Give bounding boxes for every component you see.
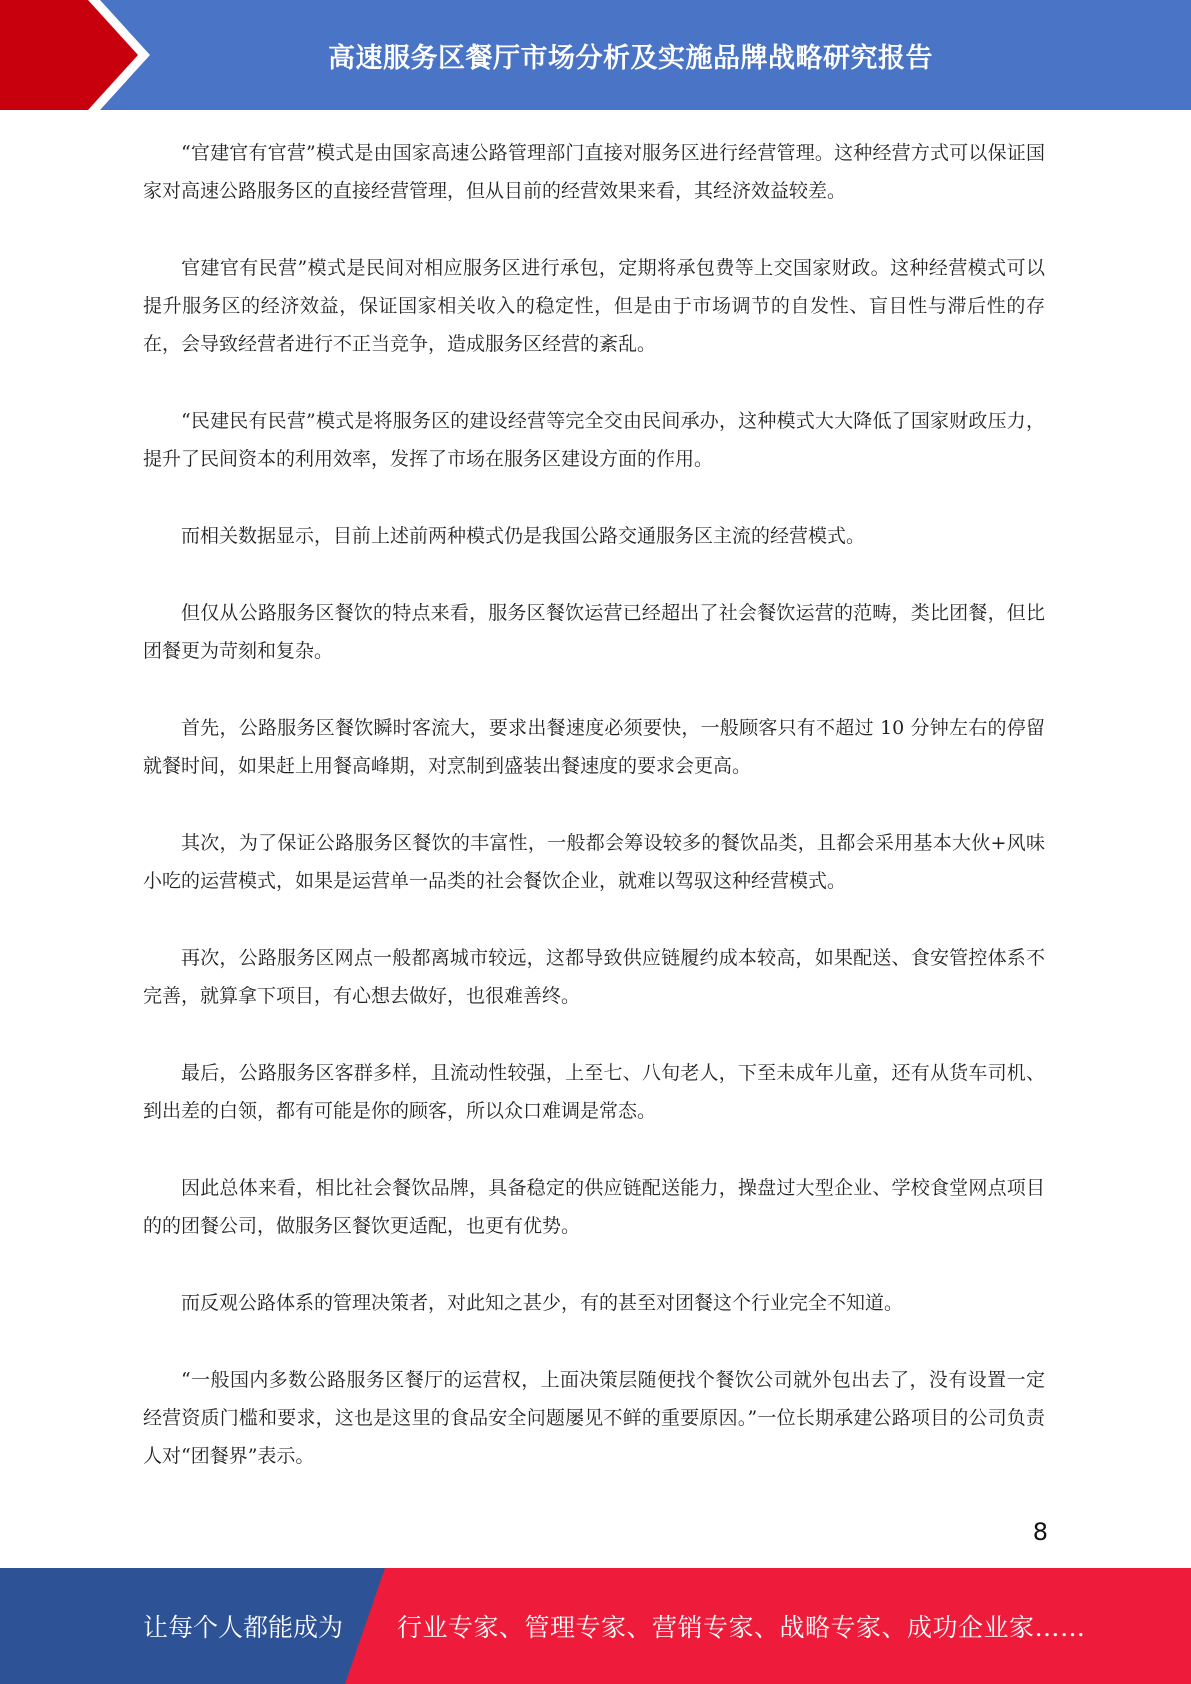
paragraph-official-operated: “官建官有官营”模式是由国家高速公路管理部门直接对服务区进行经营管理。这种经营方式可以保证国家对高速公路服务区的直接经营管理，但从目前的经营效果来看，其经济效益较差。	[143, 142, 1045, 202]
paragraph-first: 首先，公路服务区餐饮瞬时客流大，要求出餐速度必须要快，一般顾客只有不超过 10 分钟左右的停留就餐时间，如果赶上用餐高峰期，对烹制到盛装出餐速度的要求会更高。	[143, 717, 1045, 777]
paragraph-quote: “一般国内多数公路服务区餐厅的运营权，上面决策层随便找个餐饮公司就外包出去了，没有设置一定经营资质门槛和要求，这也是这里的食品安全问题屡见不鲜的重要原因。”一位长期承建公路项目的公司负责人对“团餐界”表示。	[143, 1369, 1045, 1467]
page-header	[0, 0, 1191, 110]
paragraph-private-operated: 官建官有民营”模式是民间对相应服务区进行承包，定期将承包费等上交国家财政。这种经营模式可以提升服务区的经济效益，保证国家相关收入的稳定性，但是由于市场调节的自发性、盲目性与滞后性的存在，会导致经营者进行不正当竞争，造成服务区经营的紊乱。	[143, 257, 1045, 355]
paragraph-mainstream-modes: 而相关数据显示，目前上述前两种模式仍是我国公路交通服务区主流的经营模式。	[181, 525, 866, 547]
page-number: 8	[1032, 1518, 1048, 1546]
paragraph-second: 其次，为了保证公路服务区餐饮的丰富性，一般都会筹设较多的餐饮品类，且都会采用基本大伙+风味小吃的运营模式，如果是运营单一品类的社会餐饮企业，就难以驾驭这种经营模式。	[143, 832, 1045, 892]
paragraph-private-built: “民建民有民营”模式是将服务区的建设经营等完全交由民间承办，这种模式大大降低了国家财政压力，提升了民间资本的利用效率，发挥了市场在服务区建设方面的作用。	[143, 410, 1045, 470]
paragraph-catering-features: 但仅从公路服务区餐饮的特点来看，服务区餐饮运营已经超出了社会餐饮运营的范畴，类比团餐，但比团餐更为苛刻和复杂。	[143, 602, 1045, 662]
header-chevron-decoration	[0, 0, 150, 110]
paragraph-overall: 因此总体来看，相比社会餐饮品牌，具备稳定的供应链配送能力，操盘过大型企业、学校食堂网点项目的的团餐公司，做服务区餐饮更适配，也更有优势。	[143, 1177, 1045, 1237]
report-title: 高速服务区餐厅市场分析及实施品牌战略研究报告	[328, 42, 933, 74]
page-footer	[0, 1568, 1191, 1684]
paragraph-decision-makers: 而反观公路体系的管理决策者，对此知之甚少，有的甚至对团餐这个行业完全不知道。	[181, 1292, 904, 1314]
paragraph-third: 再次，公路服务区网点一般都离城市较远，这都导致供应链履约成本较高，如果配送、食安管控体系不完善，就算拿下项目，有心想去做好，也很难善终。	[143, 947, 1045, 1007]
footer-slogan-right: 行业专家、管理专家、营销专家、战略专家、成功企业家……	[397, 1613, 1086, 1642]
paragraph-finally: 最后，公路服务区客群多样，且流动性较强，上至七、八旬老人，下至未成年儿童，还有从货车司机、到出差的白领，都有可能是你的顾客，所以众口难调是常态。	[143, 1062, 1045, 1122]
footer-slogan-left: 让每个人都能成为	[143, 1613, 344, 1642]
body-text	[143, 134, 1045, 1514]
